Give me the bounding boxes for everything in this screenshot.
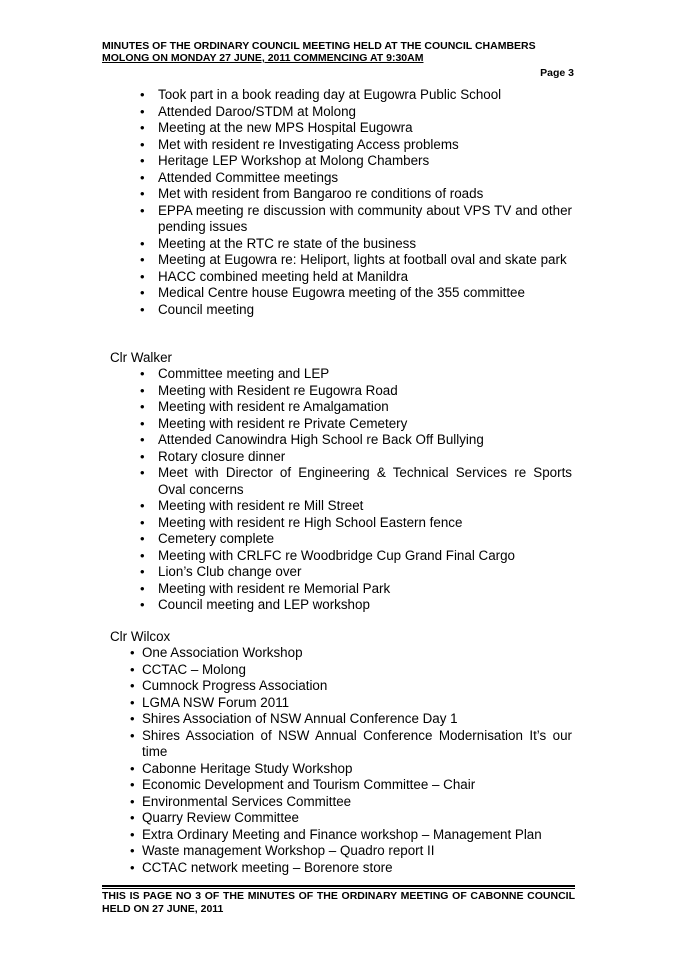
list-item [130,760,572,778]
list-item-text: Cumnock Progress Association [142,678,328,693]
list-item [130,645,572,662]
list-item-text: Shires Association of NSW Annual Conference Day 1 [142,711,458,726]
list-item-text: Medical Centre house Eugowra meeting of the 355 committee [158,285,525,300]
list-item [140,498,572,515]
list-item-text: Council meeting [158,301,255,317]
list-item-text: Met with resident re Investigating Access problems [158,136,459,152]
list-item-text: Attended Committee meetings [158,169,339,185]
list-item-text: Meeting with Resident re Eugowra Road [158,382,398,398]
list-item-text: Attended Canowindra High School re Back Off Bullying [158,432,484,447]
list-item-text: Committee meeting and LEP [158,366,330,381]
list-item [140,301,572,319]
list-item-text: Meeting at the RTC re state of the business [158,235,417,251]
bullet-icon: • [140,448,145,464]
bullet-icon: • [140,268,145,284]
list-item [130,727,572,761]
list-item-text: Lion’s Club change over [158,564,302,579]
list-item-text: EPPA meeting re discussion with community about VPS TV and other pending issues [158,202,572,234]
list-item-text: Council meeting and LEP workshop [158,597,370,612]
list-item [140,202,572,236]
list-item-text: Quarry Review Committee [142,810,300,825]
list-item [130,694,572,712]
list-item [130,777,572,794]
list-item [130,810,572,827]
bullet-icon: • [130,711,135,726]
list-item-text: One Association Workshop [142,645,303,660]
list-item [140,465,572,498]
bullet-icon: • [140,301,145,317]
bullet-icon: • [140,366,145,381]
bullet-icon: • [130,645,135,660]
list-item [130,793,572,811]
bullet-icon: • [130,826,135,842]
header-line-2: MOLONG ON MONDAY 27 JUNE, 2011 COMMENCING AT 9:30AM [102,52,424,64]
activity-list-wilcox [130,645,572,876]
bullet-icon: • [140,202,145,218]
list-item [140,580,572,598]
list-item-text: Met with resident from Bangaroo re conditions of roads [158,186,484,201]
list-item [140,382,572,400]
list-item-text: Cemetery complete [158,531,275,546]
list-item [140,448,572,466]
list-item-text: Rotary closure dinner [158,448,286,464]
list-item [140,235,572,253]
bullet-icon: • [140,432,145,447]
list-item-text: Attended Daroo/STDM at Molong [158,103,356,119]
list-item [140,399,572,416]
bullet-icon: • [130,793,135,809]
list-item [140,514,572,532]
bullet-icon: • [140,120,145,135]
bullet-icon: • [140,103,145,119]
bullet-icon: • [140,87,145,102]
bullet-icon: • [140,564,145,579]
list-item [140,432,572,449]
list-item [130,678,572,695]
bullet-icon: • [130,810,135,825]
footer-rule [102,885,575,887]
list-item-text: Took part in a book reading day at Eugowra Public School [158,87,502,102]
activity-list-top [140,87,572,318]
list-item-text: Environmental Services Committee [142,793,352,809]
bullet-icon: • [130,760,135,776]
bullet-icon: • [130,694,135,710]
list-item [130,661,572,679]
page-number: Page 3 [540,67,574,79]
bullet-icon: • [140,285,145,300]
list-item-text: Meeting with resident re Mill Street [158,498,364,513]
list-item [140,103,572,121]
bullet-icon: • [140,597,145,612]
list-item-text: Heritage LEP Workshop at Molong Chambers [158,153,430,168]
list-item [140,285,572,302]
bullet-icon: • [140,465,145,480]
bullet-icon: • [130,843,135,858]
list-item-text: Meeting at the new MPS Hospital Eugowra [158,120,413,135]
bullet-icon: • [130,661,135,677]
list-item [140,531,572,548]
list-item [130,843,572,860]
list-item-text: Meeting with CRLFC re Woodbridge Cup Grand Final Cargo [158,547,515,563]
list-item [140,87,572,104]
list-item [130,711,572,728]
bullet-icon: • [140,153,145,168]
bullet-icon: • [130,727,135,743]
list-item [140,186,572,203]
header-line-1: MINUTES OF THE ORDINARY COUNCIL MEETING HELD AT THE COUNCIL CHAMBERS [102,40,536,52]
list-item-text: Meeting with resident re Memorial Park [158,580,391,596]
bullet-icon: • [140,498,145,513]
list-item [140,547,572,565]
bullet-icon: • [140,547,145,563]
bullet-icon: • [130,859,135,875]
bullet-icon: • [140,235,145,251]
councillor-name-wilcox: Clr Wilcox [110,629,171,644]
list-item-text: Meet with Director of Engineering & Technical Services re Sports Oval concerns [158,465,572,497]
list-item-text: Extra Ordinary Meeting and Finance workshop – Management Plan [142,826,542,842]
list-item [140,268,572,286]
list-item-text: Meeting at Eugowra re: Heliport, lights at football oval and skate park [158,252,567,267]
list-item [140,136,572,154]
bullet-icon: • [140,399,145,414]
list-item-text: HACC combined meeting held at Manildra [158,268,409,284]
list-item-text: CCTAC network meeting – Borenore store [142,859,393,875]
list-item-text: Waste management Workshop – Quadro report II [142,843,435,858]
list-item-text: Meeting with resident re Private Cemetery [158,415,408,431]
list-item [130,859,572,877]
list-item [140,252,572,269]
list-item-text: Shires Association of NSW Annual Conference Modernisation It’s our time [142,727,572,759]
bullet-icon: • [140,186,145,201]
page-footer: THIS IS PAGE NO 3 OF THE MINUTES OF THE ORDINARY MEETING OF CABONNE COUNCIL HELD ON 27 JUNE, 2011 [102,890,575,915]
list-item-text: Meeting with resident re Amalgamation [158,399,389,414]
list-item [140,169,572,187]
list-item [140,366,572,383]
bullet-icon: • [140,415,145,431]
bullet-icon: • [140,252,145,267]
list-item-text: LGMA NSW Forum 2011 [142,694,290,710]
list-item-text: CCTAC – Molong [142,661,246,677]
bullet-icon: • [140,580,145,596]
councillor-name-walker: Clr Walker [110,350,172,365]
bullet-icon: • [140,382,145,398]
list-item-text: Economic Development and Tourism Committee – Chair [142,777,476,792]
bullet-icon: • [140,531,145,546]
bullet-icon: • [140,136,145,152]
footer-rule-thin [102,888,575,889]
list-item-text: Cabonne Heritage Study Workshop [142,760,353,776]
bullet-icon: • [130,777,135,792]
list-item [140,153,572,170]
list-item [140,597,572,614]
list-item-text: Meeting with resident re High School Eastern fence [158,514,463,530]
activity-list-walker [140,366,572,614]
bullet-icon: • [130,678,135,693]
list-item [140,120,572,137]
list-item [140,415,572,433]
page-header [102,40,574,64]
bullet-icon: • [140,169,145,185]
bullet-icon: • [140,514,145,530]
list-item [140,564,572,581]
list-item [130,826,572,844]
